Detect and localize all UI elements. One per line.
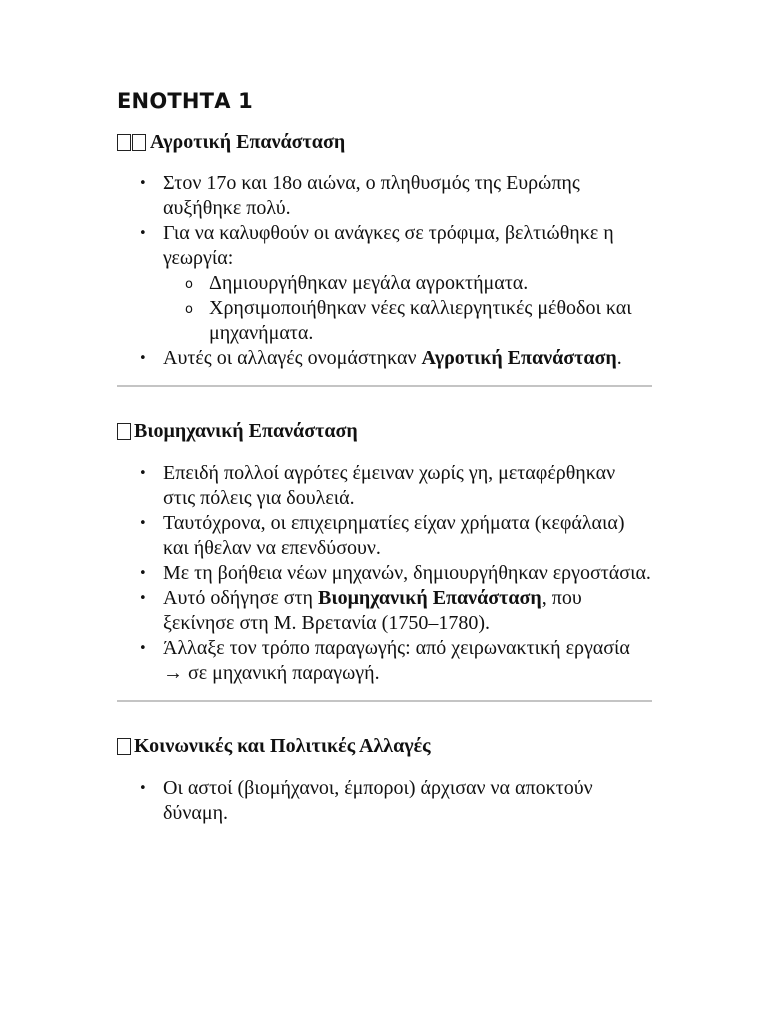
bullet-list (117, 461, 652, 686)
list-item-text-pre: Αυτές οι αλλαγές ονομάστηκαν (163, 347, 422, 369)
sub-bullet-glyph: o (185, 277, 193, 292)
section-divider (117, 385, 652, 387)
sub-list-item-text: Χρησιμοποιήθηκαν νέες καλλιεργητικές μέθοδοι και μηχανήματα. (209, 297, 632, 344)
missing-emoji-icon (117, 134, 131, 151)
missing-emoji-icon (132, 134, 146, 151)
bullet-glyph: • (139, 466, 147, 481)
list-item (117, 511, 652, 561)
sub-list (163, 271, 652, 346)
list-item (117, 636, 652, 686)
list-item-text: Στον 17ο και 18ο αιώνα, ο πληθυσμός της Ευρώπης αυξήθηκε πολύ. (163, 172, 580, 219)
bullet-list (117, 171, 652, 371)
list-item-emphasis: Βιομηχανική Επανάσταση (318, 587, 542, 609)
list-item (117, 346, 652, 371)
list-item-text: Για να καλυφθούν οι ανάγκες σε τρόφιμα, βελτιώθηκε η γεωργία: (163, 222, 614, 269)
section-heading-text: Κοινωνικές και Πολιτικές Αλλαγές (134, 735, 431, 757)
section-divider (117, 700, 652, 702)
section-heading-text: Αγροτική Επανάσταση (150, 131, 346, 153)
bullet-glyph: • (139, 226, 147, 241)
missing-emoji-icon (117, 134, 147, 151)
sub-list-item (163, 296, 652, 346)
missing-emoji-icon (117, 738, 131, 755)
list-item (117, 561, 652, 586)
section-heading-text: Βιομηχανική Επανάσταση (134, 420, 358, 442)
list-item-text: Με τη βοήθεια νέων μηχανών, δημιουργήθηκαν εργοστάσια. (163, 562, 651, 584)
missing-emoji-icon (117, 423, 131, 440)
list-item-text: Οι αστοί (βιομήχανοι, έμποροι) άρχισαν να αποκτούν δύναμη. (163, 777, 593, 824)
bullet-glyph: • (139, 351, 147, 366)
sub-bullet-glyph: o (185, 302, 193, 317)
section-heading-social-political (117, 734, 652, 758)
bullet-glyph: • (139, 566, 147, 581)
list-item (117, 586, 652, 636)
bullet-glyph: • (139, 516, 147, 531)
list-item (117, 776, 652, 826)
list-item (117, 221, 652, 346)
bullet-glyph: • (139, 176, 147, 191)
list-item (117, 171, 652, 221)
document-title: ΕΝΟΤΗΤΑ 1 (117, 89, 253, 113)
bullet-list (117, 776, 652, 826)
list-item-text-pre: Αυτό οδήγησε στη (163, 587, 319, 609)
list-item-text: Επειδή πολλοί αγρότες έμειναν χωρίς γη, μεταφέρθηκαν στις πόλεις για δουλειά. (163, 462, 616, 509)
list-item-text: Άλλαξε τον τρόπο παραγωγής: από χειρωνακτική εργασία → σε μηχανική παραγωγή. (163, 637, 630, 684)
sub-list-item-text: Δημιουργήθηκαν μεγάλα αγροκτήματα. (209, 272, 529, 294)
list-item-emphasis: Αγροτική Επανάσταση (421, 347, 617, 369)
bullet-glyph: • (139, 781, 147, 796)
list-item-text: Ταυτόχρονα, οι επιχειρηματίες είχαν χρήματα (κεφάλαια) και ήθελαν να επενδύσουν. (163, 512, 625, 559)
list-item-text-post: . (616, 347, 622, 369)
bullet-glyph: • (139, 591, 147, 606)
section-heading-agricultural (117, 130, 652, 154)
sub-list-item (163, 271, 652, 296)
list-item (117, 461, 652, 511)
list-item-text-post: , που ξεκίνησε στη Μ. Βρετανία (1750–1780). (163, 587, 582, 634)
bullet-glyph: • (139, 641, 147, 656)
section-heading-industrial (117, 419, 652, 443)
